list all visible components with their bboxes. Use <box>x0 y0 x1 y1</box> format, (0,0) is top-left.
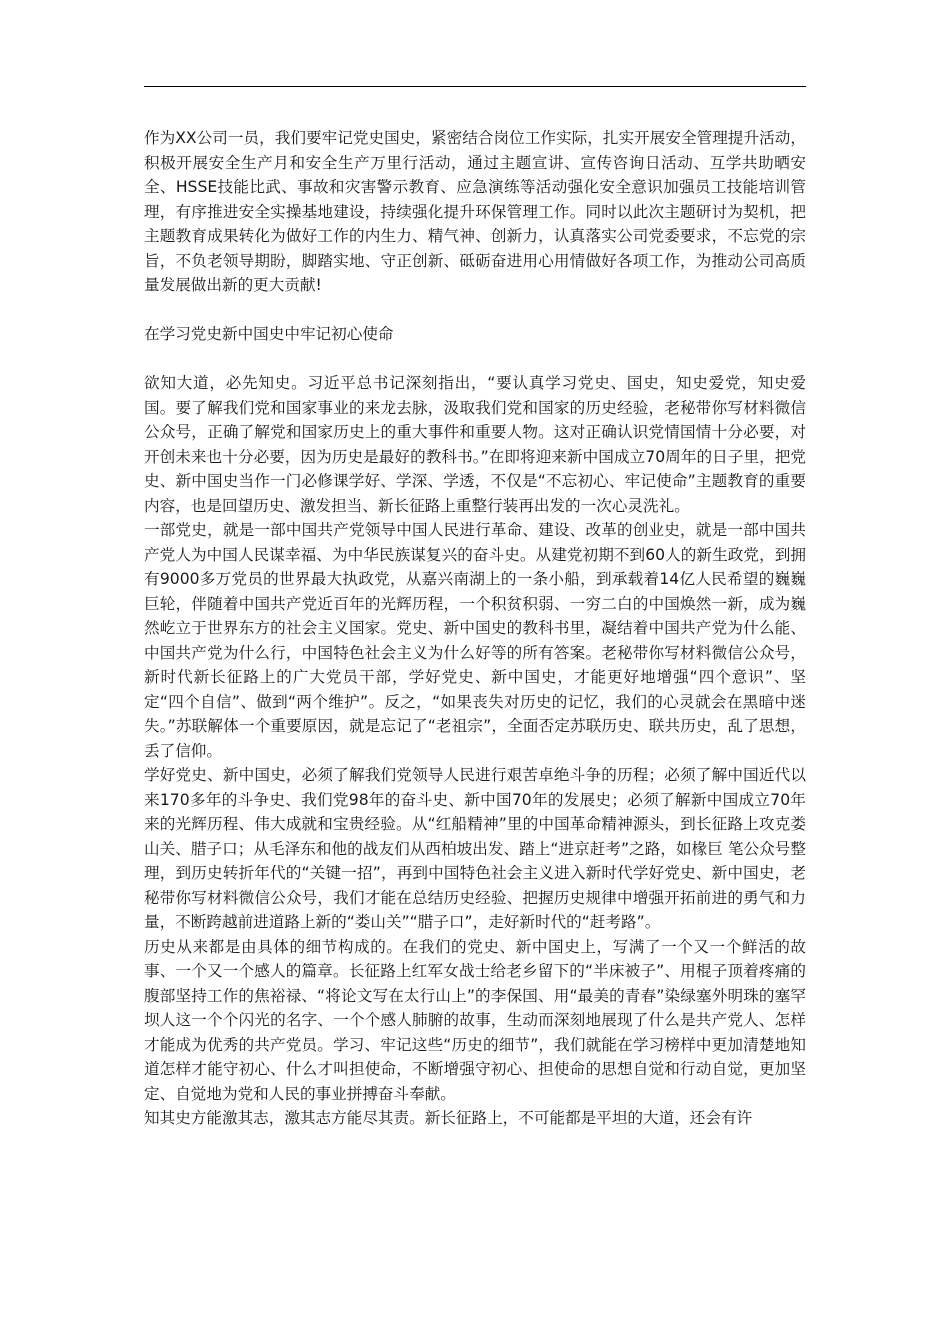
header-rule <box>144 86 806 87</box>
body-paragraph: 历史从来都是由具体的细节构成的。在我们的党史、新中国史上，写满了一个又一个鲜活的故事、一个又一个感人的篇章。长征路上红军女战士给老乡留下的“半床被子”、用棍子顶着疼痛的腹部坚持工作的焦裕禄、“将论文写在太行山上”的李保国、用“最美的青春”染绿塞外明珠的塞罕坝人这一个个闪光的名字、一个个感人肺腑的故事，生动而深刻地展现了什么是共产党人、怎样才能成为优秀的共产党员。学习、牢记这些“历史的细节”，我们就能在学习榜样中更加清楚地知道怎样才能守初心、什么才叫担使命，不断增强守初心、担使命的思想自觉和行动自觉，更加坚定、自觉地为党和人民的事业拼搏奋斗奉献。 <box>144 937 806 1103</box>
paragraph-gap <box>144 347 806 372</box>
intro-paragraph: 作为XX公司一员，我们要牢记党史国史，紧密结合岗位工作实际，扎实开展安全管理提升活动，积极开展安全生产月和安全生产万里行活动，通过主题宣讲、宣传咨询日活动、互学共助晒安全、HSSE技能比武、事故和灾害警示教育、应急演练等活动强化安全意识加强员工技能培训管理，有序推进安全实操基地建设，持续强化提升环保管理工作。同时以此次主题研讨为契机，把主题教育成果转化为做好工作的内生力、精气神、创新力，认真落实公司党委要求，不忘党的宗旨，不负老领导期盼，脚踏实地、守正创新、砥砺奋进用心用情做好各项工作，为推动公司高质量发展做出新的更大贡献! <box>144 129 806 294</box>
section-heading: 在学习党史新中国史中牢记初心使命 <box>144 325 394 343</box>
body-paragraph: 一部党史，就是一部中国共产党领导中国人民进行革命、建设、改革的创业史，就是一部中国共产党人为中国人民谋幸福、为中华民族谋复兴的奋斗史。从建党初期不到60人的新生政党，到拥有9000多万党员的世界最大执政党，从嘉兴南湖上的一条小船，到承载着14亿人民希望的巍巍巨轮，伴随着中国共产党近百年的光辉历程，一个积贫积弱、一穷二白的中国焕然一新，成为巍然屹立于世界东方的社会主义国家。党史、新中国史的教科书里，凝结着中国共产党为什么能、中国共产党为什么行，中国特色社会主义为什么好等的所有答案。老秘带你写材料微信公众号，新时代新长征路上的广大党员干部，学好党史、新中国史，才能更好地增强“四个意识”、坚定“四个自信”、做到“两个维护”。反之，“如果丧失对历史的记忆，我们的心灵就会在黑暗中迷失。”苏联解体一个重要原因，就是忘记了“老祖宗”，全面否定苏联历史、联共历史，乱了思想，丢了信仰。 <box>144 521 806 760</box>
body-paragraph: 学好党史、新中国史，必须了解我们党领导人民进行艰苦卓绝斗争的历程；必须了解中国近代以来170多年的斗争史、我们党98年的奋斗史、新中国70年的发展史；必须了解新中国成立70年来的光辉历程、伟大成就和宝贵经验。从“红船精神”里的中国革命精神源头，到长征路上攻克娄山关、腊子口；从毛泽东和他的战友们从西柏坡出发、踏上“进京赶考”之路，如椽巨 笔公众号整理，到历史转折年代的“关键一招”，再到中国特色社会主义进入新时代学好党史、新中国史，老秘带你写材料微信公众号，我们才能在总结历史经验、把握历史规律中增强开拓前进的勇气和力量，不断跨越前进道路上新的“娄山关”“腊子口”，走好新时代的“赶考路”。 <box>144 766 806 931</box>
paragraph-gap <box>144 298 806 323</box>
document-body <box>144 126 806 1131</box>
body-paragraph: 欲知大道，必先知史。习近平总书记深刻指出，“要认真学习党史、国史，知史爱党，知史爱国。要了解我们党和国家事业的来龙去脉，汲取我们党和国家的历史经验，老秘带你写材料微信公众号，正确了解党和国家历史上的重大事件和重要人物。这对正确认识党情国情十分必要，对开创未来也十分必要，因为历史是最好的教科书。”在即将迎来新中国成立70周年的日子里，把党史、新中国史当作一门必修课学好、学深、学透，不仅是“不忘初心、牢记使命”主题教育的重要内容，也是回望历史、激发担当、新长征路上重整行装再出发的一次心灵洗礼。 <box>144 374 806 515</box>
body-paragraph: 知其史方能激其志，激其志方能尽其责。新长征路上，不可能都是平坦的大道，还会有许 <box>144 1109 753 1127</box>
